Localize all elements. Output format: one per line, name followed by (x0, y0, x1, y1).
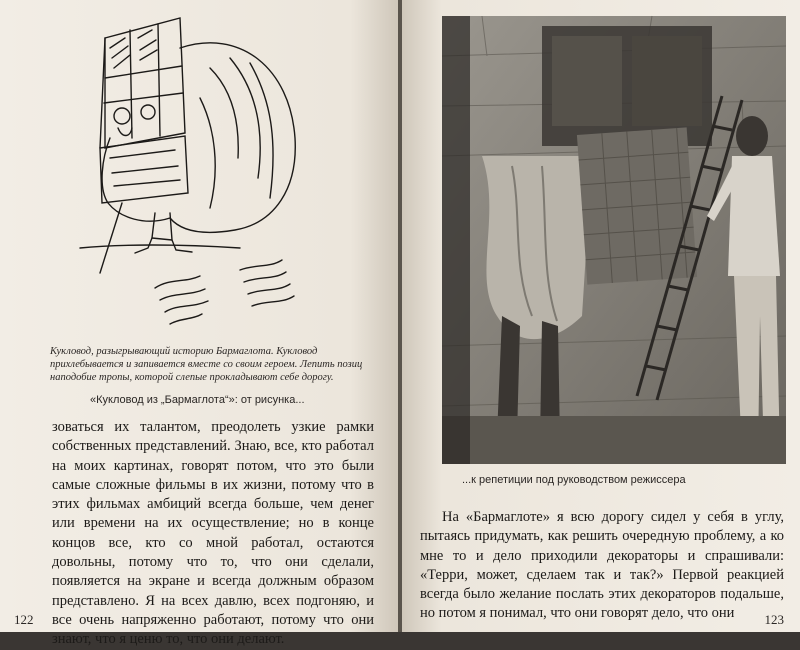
page-number-left: 122 (14, 612, 34, 627)
puppeteer-sketch (60, 8, 380, 343)
sketch-caption: Кукловод, разыгрывающий историю Бармаглота. Кукловод прихлебывается и запивается вместе со своим героем. Лепить позиц наподобие тропы, которой слепые прокладывают себе дорогу. (50, 346, 363, 383)
photo-caption: ...к репетиции под руководством режиссера (462, 474, 686, 486)
right-body-text (420, 508, 784, 624)
left-paragraph: зоваться их талантом, преодолеть узкие рамки собственных представлений. Знаю, все, кто работал на моих картинах, говорят потом, что это были самые сложные фильмы в их жизни, потому что в этих фильмах амбиций всегда больше, чем денег или времени на их осуществление; но в конце концов все, кто со мной работал, остаются довольны, потому что то, что они сделали, появляется на экране и всегда должным образом представлено. Я на всех давлю, всех подгоняю, и все очень напряженно работают, потому что они знают, что я ценю то, что они делают. (52, 419, 374, 648)
right-paragraph: На «Бармаглоте» я всю дорогу сидел у себя в углу, пытаясь придумать, как решить очередную проблему, а ко мне то и дело приходили декораторы и спрашивали: «Терри, может, сделаем так и так?» Первой реакцией всегда было желание послать этих декораторов подальше, но потом я понимал, что они говорят дело, что они (420, 509, 784, 622)
left-body-text (52, 418, 374, 650)
rehearsal-photo-illustration (442, 16, 786, 464)
rehearsal-photo (442, 16, 786, 464)
page-number-right: 123 (764, 612, 784, 627)
right-page (402, 0, 800, 632)
sketch-subcaption: «Кукловод из „Бармаглота“»: от рисунка... (90, 394, 305, 406)
left-page (0, 0, 398, 648)
